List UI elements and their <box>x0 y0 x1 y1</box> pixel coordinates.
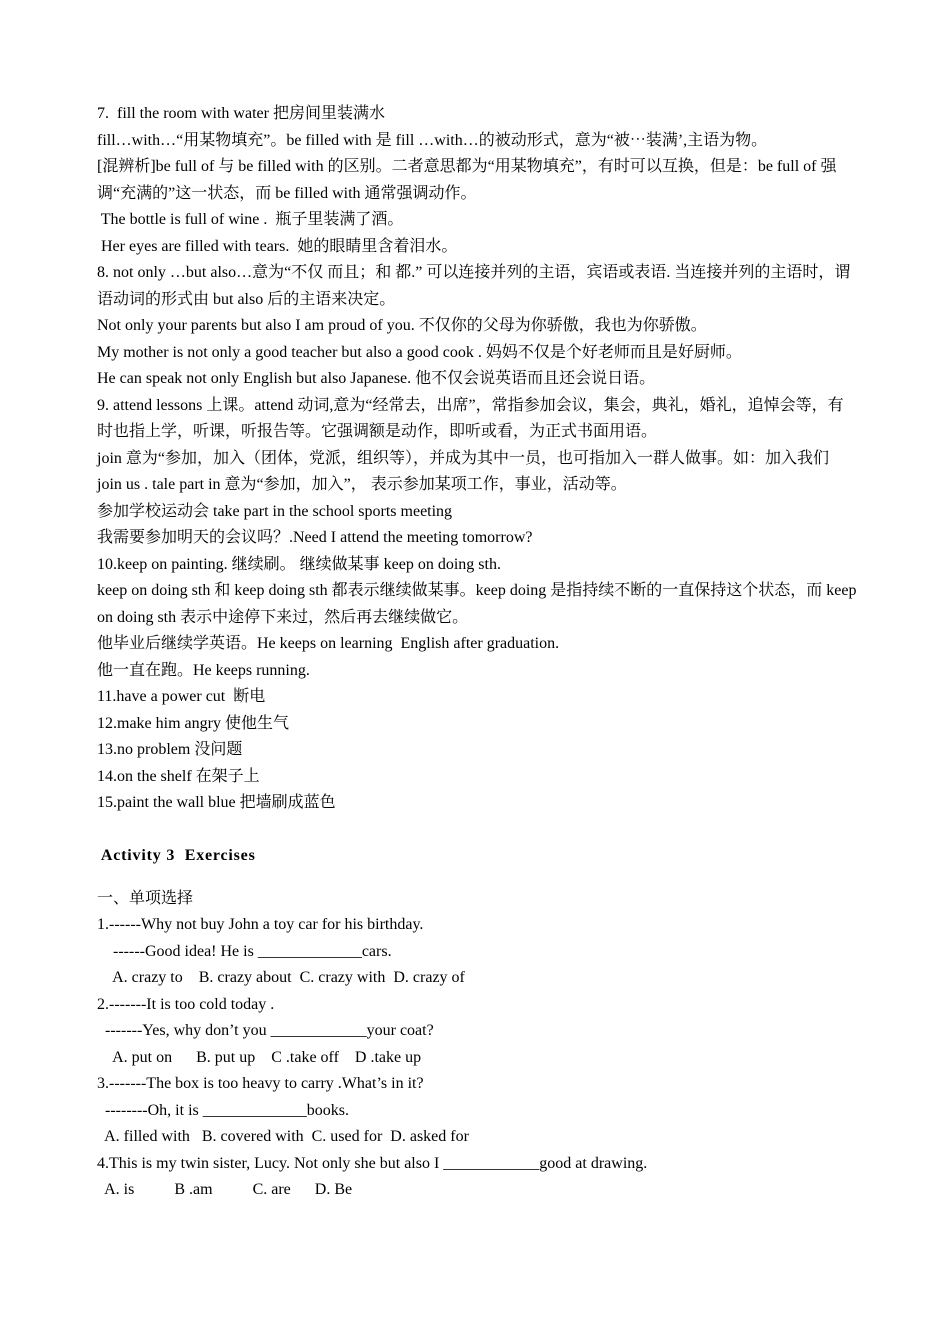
note-line-11: 11.have a power cut 断电 <box>97 688 266 705</box>
example-sentence: He can speak not only English but also Japanese. 他不仅会说英语而且还会说日语。 <box>97 370 656 387</box>
question-1-reply: ------Good idea! He is _____________cars. <box>97 942 392 960</box>
example-sentence: Her eyes are filled with tears. 她的眼睛里含着泪水。 <box>97 237 458 255</box>
question-4-options: A. is B .am C. are D. Be <box>97 1181 353 1198</box>
note-fill-with: fill…with…“用某物填充”。be filled with 是 fill …with…的被动形式，意为“被⋯装满’,主语为物。 <box>97 131 768 149</box>
blank-line <box>97 817 857 844</box>
note-line-13: 13.no problem 没问题 <box>97 741 243 758</box>
example-sentence: Not only your parents but also I am proud of you. 不仅你的父母为你骄傲，我也为你骄傲。 <box>97 317 707 334</box>
example-sentence: The bottle is full of wine . 瓶子里装满了酒。 <box>97 211 404 228</box>
question-2: 2.-------It is too cold today . <box>97 995 275 1013</box>
question-3-reply: --------Oh, it is _____________books. <box>97 1101 349 1119</box>
note-keep-on: keep on doing sth 和 keep doing sth 都表示继续做某事。keep doing 是指持续不断的一直保持这个状态，而 keep on doing sth 表示中途停下来过，然后再去继续做它。 <box>97 582 857 626</box>
note-line-12: 12.make him angry 使他生气 <box>97 714 289 732</box>
example-sentence: My mother is not only a good teacher but also a good cook . 妈妈不仅是个好老师而且是好厨师。 <box>97 343 742 361</box>
question-2-options: A. put on B. put up C .take off D .take up <box>97 1048 422 1066</box>
note-line-15: 15.paint the wall blue 把墙刷成蓝色 <box>97 794 336 811</box>
note-line-7: 7. fill the room with water 把房间里装满水 <box>97 105 385 122</box>
note-join: join 意为“参加，加入（团体，党派，组织等），并成为其中一员，也可指加入一群人做事。如：加入我们 join us . tale part in 意为“参加，加入”， 表示参加某项工作，事业，活动等。 <box>97 449 829 493</box>
question-3-options: A. filled with B. covered with C. used for D. asked for <box>97 1128 469 1145</box>
note-line-9: 9. attend lessons 上课。attend 动词,意为“经常去，出席”，常指参加会议，集会，典礼，婚礼，追悼会等，有时也指上学，听课，听报告等。它强调额是动作，即听或看，为正式书面用语。 <box>97 396 844 440</box>
example-sentence: 他毕业后继续学英语。He keeps on learning English after graduation. <box>97 635 560 652</box>
question-1-options: A. crazy to B. crazy about C. crazy with D. crazy of <box>97 969 465 986</box>
question-4: 4.This is my twin sister, Lucy. Not only she but also I ____________good at drawing. <box>97 1154 648 1172</box>
note-comparison: [混辨析]be full of 与 be filled with 的区别。二者意思都为“用某物填充”，有时可以互换，但是：be full of 强调“充满的”这一状态，而 be filled with 通常强调动作。 <box>97 158 837 202</box>
document-body <box>97 101 857 1204</box>
question-1: 1.------Why not buy John a toy car for his birthday. <box>97 916 424 933</box>
note-line-8: 8. not only …but also…意为“不仅 而且；和 都.” 可以连接并列的主语，宾语或表语. 当连接并列的主语时，谓语动词的形式由 but also 后的主语来决定。 <box>97 264 851 308</box>
activity-heading: Activity 3 Exercises <box>97 847 256 864</box>
example-sentence: 他一直在跑。He keeps running. <box>97 661 310 679</box>
question-2-reply: -------Yes, why don’t you ____________your coat? <box>97 1022 434 1039</box>
note-line-10: 10.keep on painting. 继续刷。 继续做某事 keep on doing sth. <box>97 555 501 573</box>
example-sentence: 我需要参加明天的会议吗？.Need I attend the meeting tomorrow? <box>97 529 533 546</box>
note-line-14: 14.on the shelf 在架子上 <box>97 767 260 785</box>
section-title: 一、单项选择 <box>97 889 194 907</box>
question-3: 3.-------The box is too heavy to carry .What’s in it? <box>97 1075 424 1092</box>
example-sentence: 参加学校运动会 take part in the school sports meeting <box>97 502 453 520</box>
